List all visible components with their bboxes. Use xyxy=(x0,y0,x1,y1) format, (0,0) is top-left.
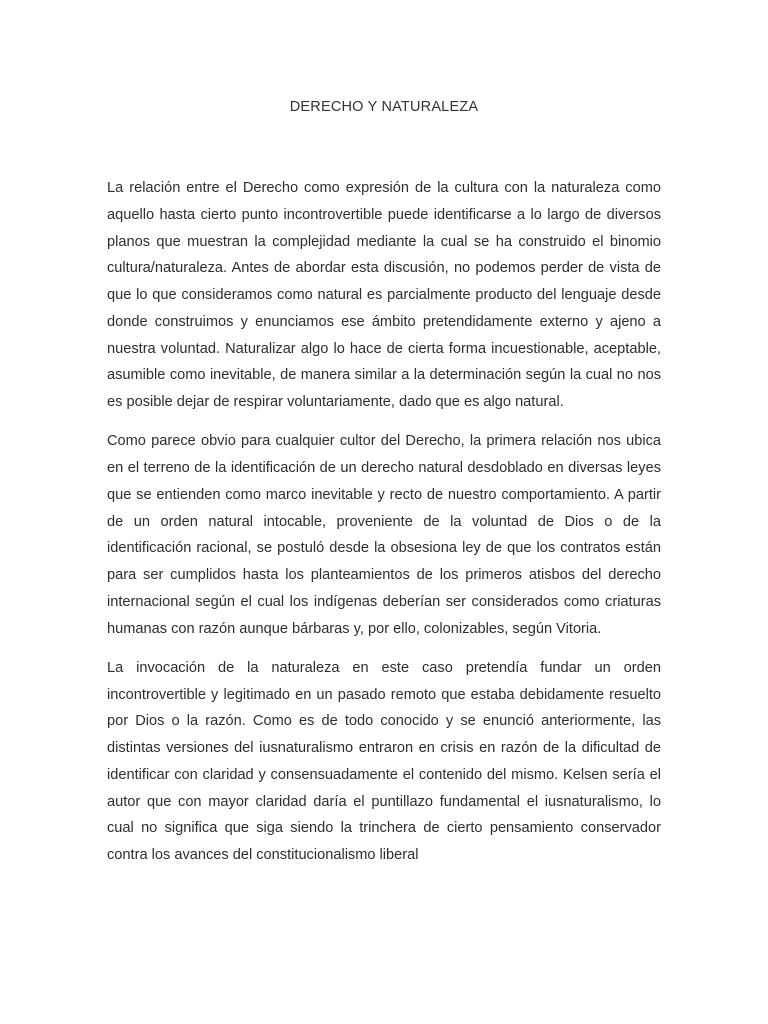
document-body xyxy=(107,175,661,881)
document-title: DERECHO Y NATURALEZA xyxy=(289,99,479,115)
paragraph-3: La invocación de la naturaleza en este caso pretendía fundar un orden incontrovertible y legitimado en un pasado remoto que estaba debidamente resuelto por Dios o la razón. Como es de todo conocido y se enunció anteriormente, las distintas versiones del iusnaturalismo entraron en crisis en razón de la dificultad de identificar con claridad y consensuadamente el contenido del mismo. Kelsen sería el autor que con mayor claridad daría el puntillazo fundamental el iusnaturalismo, lo cual no significa que siga siendo la trinchera de cierto pensamiento conservador contra los avances del constitucionalismo liberal xyxy=(107,659,661,863)
paragraph-1: La relación entre el Derecho como expresión de la cultura con la naturaleza como aquello hasta cierto punto incontrovertible puede identificarse a lo largo de diversos planos que muestran la complejidad mediante la cual se ha construido el binomio cultura/naturaleza. Antes de abordar esta discusión, no podemos perder de vista de que lo que consideramos como natural es parcialmente producto del lenguaje desde donde construimos y enunciamos ese ámbito pretendidamente externo y ajeno a nuestra voluntad. Naturalizar algo lo hace de cierta forma incuestionable, aceptable, asumible como inevitable, de manera similar a la determinación según la cual no nos es posible dejar de respirar voluntariamente, dado que es algo natural. xyxy=(107,180,661,410)
paragraph-2: Como parece obvio para cualquier cultor del Derecho, la primera relación nos ubica en el terreno de la identificación de un derecho natural desdoblado en diversas leyes que se entienden como marco inevitable y recto de nuestro comportamiento. A partir de un orden natural intocable, proveniente de la voluntad de Dios o de la identificación racional, se postuló desde la obsesiona ley de que los contratos están para ser cumplidos hasta los planteamientos de los primeros atisbos del derecho internacional según el cual los indígenas deberían ser considerados como criaturas humanas con razón aunque bárbaras y, por ello, colonizables, según Vitoria. xyxy=(107,433,661,637)
